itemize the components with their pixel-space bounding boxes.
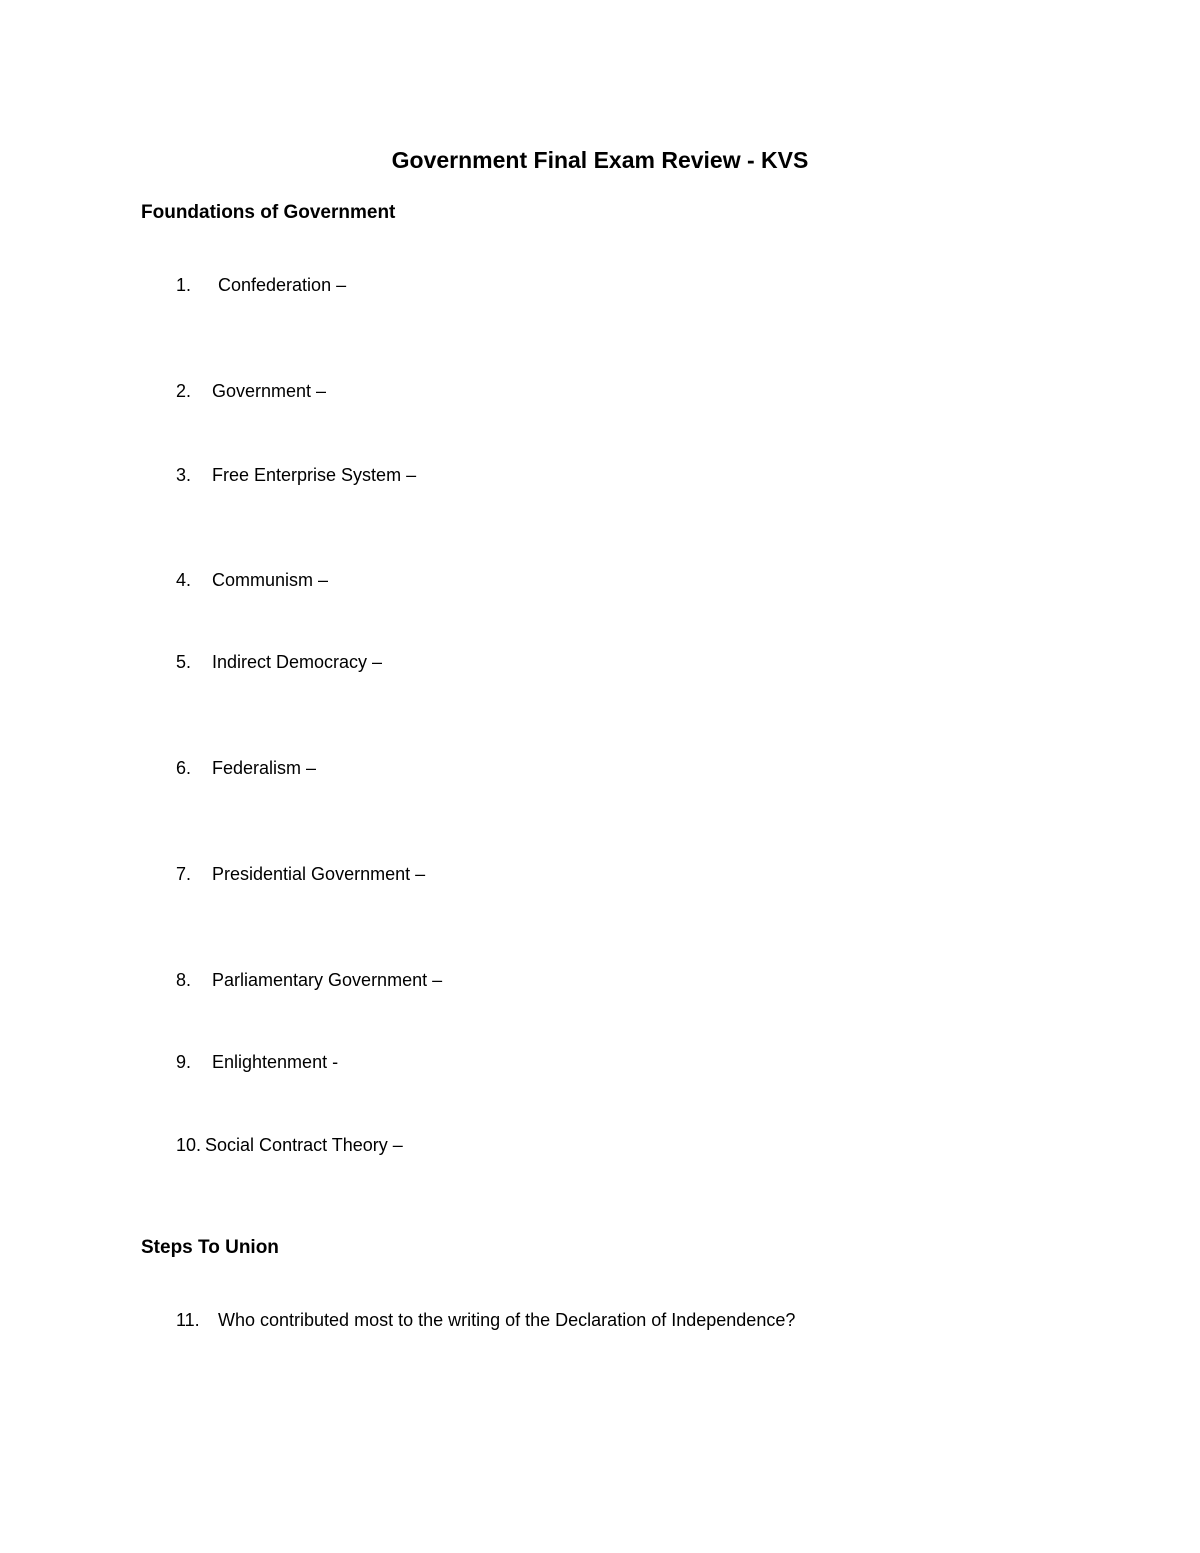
list-item [176,568,328,592]
item-text: Social Contract Theory – [205,1135,403,1155]
item-text: Enlightenment - [212,1052,339,1072]
list-item [176,862,425,886]
document-title: Government Final Exam Review - KVS [391,147,809,173]
list-item [176,1308,795,1332]
item-text: Federalism – [212,758,317,778]
item-number: 4. [176,570,192,590]
list-item [176,273,346,297]
item-text: Confederation – [218,275,347,295]
item-text: Indirect Democracy – [212,652,383,672]
list-item [176,756,316,780]
item-number: 9. [176,1052,192,1072]
item-number: 2. [176,381,192,401]
item-number: 6. [176,758,192,778]
item-number: 11. [176,1310,200,1330]
item-text: Parliamentary Government – [212,970,443,990]
item-number: 3. [176,465,192,485]
item-number: 5. [176,652,192,672]
list-item [176,379,326,403]
item-text: Government – [212,381,327,401]
item-number: 8. [176,970,192,990]
item-number: 1. [176,275,192,295]
item-text: Communism – [212,570,329,590]
list-item [176,650,382,674]
item-text: Presidential Government – [212,864,426,884]
list-item [176,1133,403,1157]
list-item [176,463,416,487]
item-number: 7. [176,864,192,884]
section-heading-foundations: Foundations of Government [141,202,396,223]
item-text: Who contributed most to the writing of the Declaration of Independence? [218,1310,796,1330]
list-item [176,968,442,992]
item-text: Free Enterprise System – [212,465,417,485]
list-item [176,1050,338,1074]
section-heading-steps-to-union: Steps To Union [141,1237,279,1258]
item-number: 10. [176,1135,202,1155]
